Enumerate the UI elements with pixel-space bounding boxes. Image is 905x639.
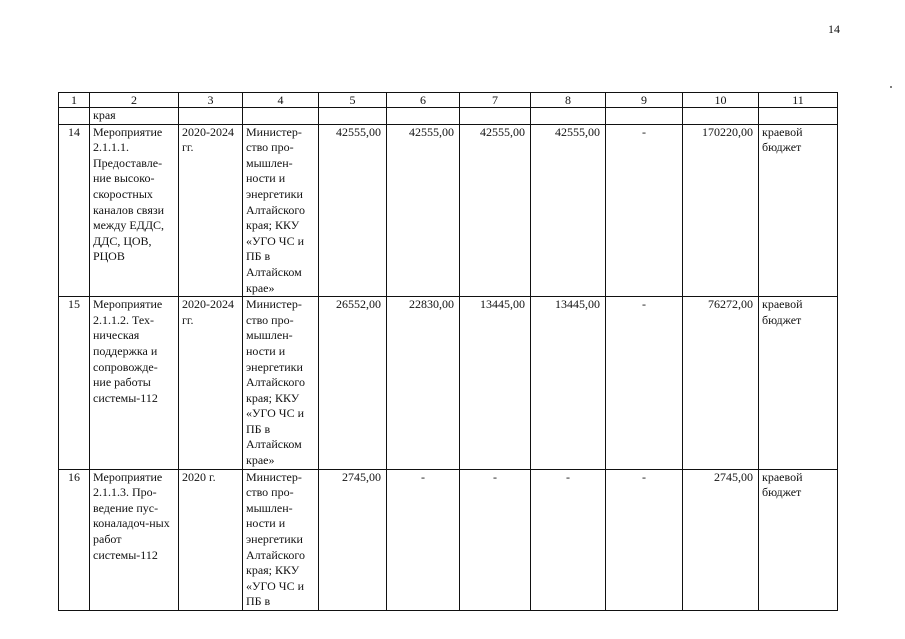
cell-measure-name: Мероприятие 2.1.1.1. Предоставле-ние высоко-скоростных каналов связи между ЕДДС, ДДС, ЦОВ, РЦОВ — [90, 124, 179, 297]
column-header: 8 — [531, 93, 606, 108]
cell-value-5: 2745,00 — [319, 469, 387, 610]
scan-speck — [890, 86, 892, 88]
table-row — [59, 124, 838, 297]
cell-period: 2020-2024 гг. — [179, 124, 243, 297]
cell-empty — [243, 108, 319, 125]
cell-value-6: 42555,00 — [387, 124, 460, 297]
cell-value-6: 22830,00 — [387, 297, 460, 470]
cell-empty — [683, 108, 759, 125]
cell-value-9: - — [606, 297, 683, 470]
column-header: 9 — [606, 93, 683, 108]
cell-number: 14 — [59, 124, 90, 297]
cell-value-8: 13445,00 — [531, 297, 606, 470]
cell-funding-source: краевой бюджет — [759, 469, 838, 610]
column-header: 2 — [90, 93, 179, 108]
table-row — [59, 297, 838, 470]
table-row — [59, 469, 838, 610]
measures-table — [58, 92, 838, 611]
cell-value-7: - — [460, 469, 531, 610]
cell-value-9: - — [606, 124, 683, 297]
cell-total: 170220,00 — [683, 124, 759, 297]
column-header: 3 — [179, 93, 243, 108]
column-header: 10 — [683, 93, 759, 108]
cell-value-5: 26552,00 — [319, 297, 387, 470]
cell-value-6: - — [387, 469, 460, 610]
cell-funding-source: краевой бюджет — [759, 124, 838, 297]
cell-value-8: - — [531, 469, 606, 610]
continuation-row — [59, 108, 838, 125]
cell-empty — [460, 108, 531, 125]
cell-name-continued: края — [90, 108, 179, 125]
cell-empty — [59, 108, 90, 125]
cell-empty — [179, 108, 243, 125]
page-number: 14 — [828, 22, 840, 36]
cell-executor: Министер-ство про-мышлен-ности и энергетики Алтайского края; ККУ «УГО ЧС и ПБ в Алтайском крае» — [243, 297, 319, 470]
column-header: 4 — [243, 93, 319, 108]
cell-value-5: 42555,00 — [319, 124, 387, 297]
cell-empty — [319, 108, 387, 125]
cell-value-8: 42555,00 — [531, 124, 606, 297]
cell-empty — [606, 108, 683, 125]
cell-total: 2745,00 — [683, 469, 759, 610]
cell-value-7: 42555,00 — [460, 124, 531, 297]
cell-period: 2020 г. — [179, 469, 243, 610]
column-header: 7 — [460, 93, 531, 108]
cell-value-9: - — [606, 469, 683, 610]
column-header: 1 — [59, 93, 90, 108]
cell-measure-name: Мероприятие 2.1.1.2. Тех-ническая поддержка и сопровожде-ние работы системы-112 — [90, 297, 179, 470]
cell-measure-name: Мероприятие 2.1.1.3. Про-ведение пус-коналадоч-ных работ системы-112 — [90, 469, 179, 610]
cell-number: 16 — [59, 469, 90, 610]
cell-funding-source: краевой бюджет — [759, 297, 838, 470]
column-header: 11 — [759, 93, 838, 108]
cell-value-7: 13445,00 — [460, 297, 531, 470]
column-header: 5 — [319, 93, 387, 108]
cell-number: 15 — [59, 297, 90, 470]
cell-empty — [531, 108, 606, 125]
cell-executor: Министер-ство про-мышлен-ности и энергетики Алтайского края; ККУ «УГО ЧС и ПБ в — [243, 469, 319, 610]
cell-executor: Министер-ство про-мышлен-ности и энергетики Алтайского края; ККУ «УГО ЧС и ПБ в Алтайском крае» — [243, 124, 319, 297]
cell-empty — [759, 108, 838, 125]
cell-period: 2020-2024 гг. — [179, 297, 243, 470]
column-number-row — [59, 93, 838, 108]
cell-total: 76272,00 — [683, 297, 759, 470]
cell-empty — [387, 108, 460, 125]
column-header: 6 — [387, 93, 460, 108]
